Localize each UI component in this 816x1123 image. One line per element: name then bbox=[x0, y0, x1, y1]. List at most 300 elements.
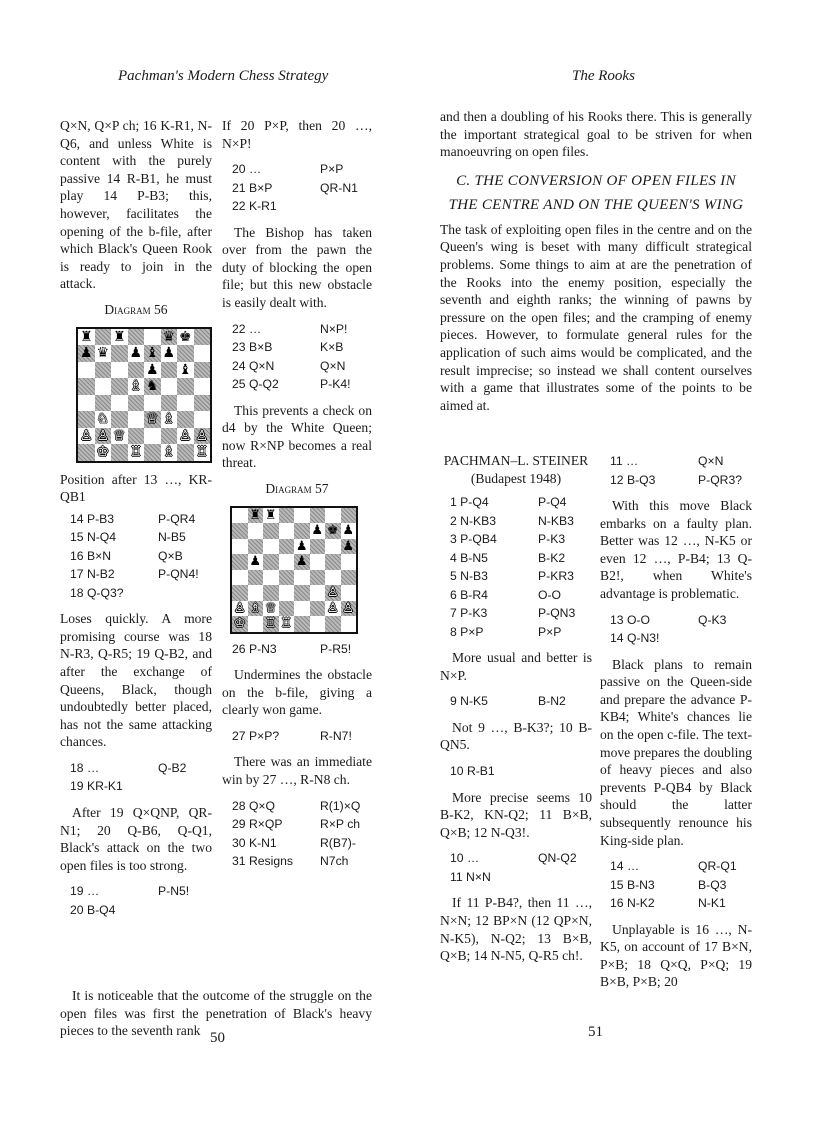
board-square bbox=[111, 411, 128, 428]
board-square bbox=[263, 554, 279, 570]
chess-piece: ♕ bbox=[145, 411, 159, 428]
board-square bbox=[128, 428, 145, 445]
board-square bbox=[78, 428, 95, 445]
board-square bbox=[279, 554, 295, 570]
board-square bbox=[325, 523, 341, 539]
move-list bbox=[60, 510, 212, 603]
board-square bbox=[248, 585, 264, 601]
white-move: 15 N-Q4 bbox=[70, 530, 117, 545]
board-square bbox=[325, 601, 341, 617]
black-move: P-QN3 bbox=[538, 606, 576, 621]
white-move: 25 Q-Q2 bbox=[232, 377, 279, 392]
board-square bbox=[263, 601, 279, 617]
board-square bbox=[161, 329, 178, 346]
board-square bbox=[325, 585, 341, 601]
move-row bbox=[222, 640, 372, 659]
move-row bbox=[600, 629, 752, 648]
board-square bbox=[263, 585, 279, 601]
board-square bbox=[161, 444, 178, 461]
black-move bbox=[320, 197, 372, 216]
move-row bbox=[222, 727, 372, 746]
board-square bbox=[78, 395, 95, 412]
board-square bbox=[161, 428, 178, 445]
board-square bbox=[177, 444, 194, 461]
section-title bbox=[440, 169, 752, 217]
board-square bbox=[279, 570, 295, 586]
paragraph: The Bishop has taken over from the pawn the duty of blocking the open file; but this new obstacle is easily dealt with. bbox=[222, 224, 372, 311]
black-move: P×P bbox=[320, 162, 344, 177]
board-square bbox=[128, 329, 145, 346]
board-square bbox=[341, 539, 357, 555]
right-page bbox=[408, 0, 816, 1123]
board-square bbox=[95, 411, 112, 428]
move-list bbox=[440, 692, 592, 711]
black-move: B-Q3 bbox=[698, 877, 727, 892]
chess-piece: ♘ bbox=[96, 411, 110, 428]
board-square bbox=[279, 616, 295, 632]
board-square bbox=[111, 345, 128, 362]
board-square bbox=[310, 539, 326, 555]
board-square bbox=[310, 601, 326, 617]
board-square bbox=[194, 345, 211, 362]
board-square bbox=[341, 554, 357, 570]
board-square bbox=[161, 345, 178, 362]
board-square bbox=[325, 570, 341, 586]
black-move: P×P bbox=[538, 624, 562, 639]
board-square bbox=[248, 539, 264, 555]
white-move: 19 … bbox=[70, 884, 100, 899]
move-row bbox=[440, 530, 592, 549]
black-move: K×B bbox=[320, 340, 344, 355]
chess-piece: ♚ bbox=[178, 328, 192, 345]
board-square bbox=[263, 616, 279, 632]
chess-piece: ♙ bbox=[195, 427, 209, 444]
game-players: PACHMAN–L. STEINER bbox=[443, 453, 589, 468]
move-row bbox=[222, 320, 372, 339]
move-row bbox=[222, 160, 372, 179]
paragraph: Q×N, Q×P ch; 16 K-R1, N-Q6, and unless White is content with the purely passive 14 R-B1, he must play 14 P-B3; this, however, facilitates the opening of the b-file, after which Black's Queen Rook is ready to join in the attack. bbox=[60, 118, 212, 292]
board-square bbox=[279, 523, 295, 539]
chess-piece: ♗ bbox=[249, 600, 262, 616]
paragraph: This prevents a check on d4 by the White Queen; now R×NP becomes a real threat. bbox=[222, 402, 372, 471]
black-move bbox=[698, 629, 752, 648]
black-move: R-N7! bbox=[320, 728, 352, 743]
chess-piece: ♞ bbox=[145, 378, 159, 395]
chess-diagram-57 bbox=[230, 506, 358, 634]
board-square bbox=[144, 345, 161, 362]
chess-piece: ♝ bbox=[178, 361, 192, 378]
move-row bbox=[60, 759, 212, 778]
board-square bbox=[248, 570, 264, 586]
chess-piece: ♖ bbox=[129, 444, 143, 461]
board-square bbox=[325, 616, 341, 632]
right-col-2 bbox=[600, 452, 752, 999]
paragraph: Not 9 …, B-K3?; 10 B-QN5. bbox=[440, 719, 592, 753]
white-move: 3 P-QB4 bbox=[450, 532, 497, 547]
white-move: 11 … bbox=[610, 454, 639, 468]
board-square bbox=[128, 444, 145, 461]
move-row bbox=[60, 777, 212, 796]
move-list bbox=[222, 320, 372, 394]
paragraph: Loses quickly. A more promising course was 18 N-R3, Q-R5; 19 Q-B2, and after the exchange of Queens, Black, though undoubtedly better placed, has not the same attacking chances. bbox=[60, 611, 212, 750]
board-square bbox=[161, 362, 178, 379]
move-row bbox=[440, 604, 592, 623]
white-move: 13 O-O bbox=[610, 612, 650, 627]
move-row bbox=[440, 586, 592, 605]
black-move: P-N5! bbox=[158, 884, 190, 899]
diagram-57-title: Diagram 57 bbox=[265, 481, 329, 497]
move-row bbox=[600, 471, 752, 490]
board-square bbox=[177, 362, 194, 379]
white-move: 18 Q-Q3? bbox=[70, 585, 124, 600]
move-list bbox=[440, 849, 592, 886]
black-move: N-KB3 bbox=[538, 513, 574, 528]
board-square bbox=[294, 539, 310, 555]
white-move: 23 B×B bbox=[232, 340, 273, 355]
white-move: 14 … bbox=[610, 859, 640, 874]
black-move bbox=[158, 584, 212, 603]
move-row bbox=[440, 493, 592, 512]
board-square bbox=[232, 539, 248, 555]
board-square bbox=[128, 411, 145, 428]
board-square bbox=[263, 523, 279, 539]
white-move: 18 … bbox=[70, 760, 100, 775]
board-square bbox=[310, 585, 326, 601]
board-square bbox=[294, 570, 310, 586]
black-move: Q-K3 bbox=[698, 612, 727, 627]
chess-piece: ♗ bbox=[129, 378, 143, 395]
board-square bbox=[144, 329, 161, 346]
move-list bbox=[600, 857, 752, 913]
move-list bbox=[60, 882, 212, 919]
move-row bbox=[60, 528, 212, 547]
move-row bbox=[600, 857, 752, 876]
section-title-line: C. THE CONVERSION OF OPEN FILES IN bbox=[456, 172, 736, 189]
section-title-line: THE CENTRE AND ON THE QUEEN'S WING bbox=[448, 196, 744, 213]
move-row bbox=[222, 338, 372, 357]
black-move: P-K3 bbox=[538, 532, 566, 547]
chess-piece: ♟ bbox=[311, 523, 324, 539]
move-row bbox=[440, 762, 592, 781]
board-square bbox=[111, 329, 128, 346]
white-move: 11 N×N bbox=[450, 869, 491, 884]
black-move: N-B5 bbox=[158, 530, 186, 545]
board-square bbox=[248, 554, 264, 570]
white-move: 10 … bbox=[450, 851, 480, 866]
board-square bbox=[95, 378, 112, 395]
black-move: N-K1 bbox=[698, 896, 726, 911]
board-square bbox=[111, 378, 128, 395]
white-move: 29 R×QP bbox=[232, 817, 283, 832]
board-square bbox=[310, 616, 326, 632]
black-move: R(B7)-N7ch bbox=[320, 835, 356, 869]
chess-piece: ♗ bbox=[162, 444, 176, 461]
board-square bbox=[194, 362, 211, 379]
black-move bbox=[158, 901, 212, 920]
black-move: B-K2 bbox=[538, 550, 566, 565]
chess-piece: ♟ bbox=[342, 523, 355, 539]
white-move: 22 … bbox=[232, 321, 262, 336]
board-square bbox=[194, 329, 211, 346]
board-square bbox=[111, 428, 128, 445]
board-square bbox=[95, 428, 112, 445]
chess-piece: ♟ bbox=[295, 554, 308, 570]
chess-piece: ♙ bbox=[96, 427, 110, 444]
chess-piece: ♔ bbox=[233, 616, 246, 632]
chess-piece: ♟ bbox=[145, 361, 159, 378]
board-square bbox=[341, 508, 357, 524]
white-move: 16 N-K2 bbox=[610, 896, 655, 911]
board-square bbox=[232, 508, 248, 524]
chess-piece: ♝ bbox=[145, 345, 159, 362]
chess-piece: ♖ bbox=[195, 444, 209, 461]
white-move: 15 B-N3 bbox=[610, 877, 655, 892]
board-square bbox=[294, 508, 310, 524]
board-square bbox=[294, 523, 310, 539]
black-move: QN-Q2 bbox=[538, 851, 577, 866]
chess-piece: ♙ bbox=[326, 585, 339, 601]
board-square bbox=[95, 444, 112, 461]
board-square bbox=[263, 570, 279, 586]
board-square bbox=[341, 523, 357, 539]
right-col-1 bbox=[440, 452, 592, 973]
chess-piece: ♜ bbox=[112, 328, 126, 345]
move-row bbox=[222, 375, 372, 394]
diagram-56-title: Diagram 56 bbox=[104, 301, 168, 317]
board-square bbox=[194, 378, 211, 395]
left-col-2 bbox=[222, 117, 372, 879]
board-square bbox=[341, 570, 357, 586]
white-move: 8 P×P bbox=[450, 624, 484, 639]
board-square bbox=[279, 585, 295, 601]
move-row bbox=[60, 584, 212, 603]
black-move: QR-Q1 bbox=[698, 859, 737, 874]
paragraph: If 11 P-B4?, then 11 …, N×N; 12 BP×N (12 QP×N, N-K5), N-Q2; 13 B×B, Q×B; 14 N-N5, Q-R5 ch!. bbox=[440, 895, 592, 964]
board-square bbox=[177, 395, 194, 412]
paragraph: Black plans to remain passive on the Queen-side and prepare the advance P-KB4; White's chances lie on the open c-file. The text-move prepares the doubling of heavy pieces and also prevents P-QB4 by Black should the latter subsequently renounce his King-side plan. bbox=[600, 656, 752, 848]
white-move: 24 Q×N bbox=[232, 358, 275, 373]
board-square bbox=[128, 395, 145, 412]
board-square bbox=[310, 523, 326, 539]
board-square bbox=[248, 523, 264, 539]
move-row bbox=[222, 357, 372, 376]
white-move: 7 P-K3 bbox=[450, 606, 488, 621]
move-row bbox=[440, 868, 592, 887]
move-row bbox=[440, 623, 592, 642]
black-move: N×P! bbox=[320, 321, 348, 336]
paragraph: and then a doubling of his Rooks there. This is generally the important strategical goal to be striven for when manoeuvring on open files. bbox=[440, 109, 752, 160]
board-square bbox=[248, 616, 264, 632]
chess-piece: ♟ bbox=[162, 345, 176, 362]
board-square bbox=[95, 395, 112, 412]
move-list bbox=[222, 797, 372, 871]
chess-piece: ♟ bbox=[129, 345, 143, 362]
move-list bbox=[222, 727, 372, 746]
running-head-right: The Rooks bbox=[572, 68, 635, 84]
move-list bbox=[440, 493, 592, 641]
black-move: P-Q4 bbox=[538, 495, 567, 510]
paragraph: Unplayable is 16 …, N-K5, on account of 17 B×N, P×B; 18 Q×Q, P×Q; 19 B×B, P×B; 20 bbox=[600, 921, 752, 990]
chess-piece: ♖ bbox=[280, 616, 293, 632]
move-row bbox=[440, 567, 592, 586]
white-move: 6 B-R4 bbox=[450, 587, 488, 602]
move-row bbox=[222, 197, 372, 216]
right-top bbox=[440, 108, 752, 422]
board-square bbox=[177, 428, 194, 445]
black-move: Q×N bbox=[320, 358, 346, 373]
black-move: P-QN4! bbox=[158, 567, 199, 582]
chess-piece: ♟ bbox=[249, 554, 262, 570]
move-row bbox=[600, 611, 752, 630]
black-move bbox=[320, 852, 372, 871]
move-row bbox=[600, 452, 752, 471]
white-move: 17 N-B2 bbox=[70, 567, 115, 582]
board-square bbox=[294, 601, 310, 617]
move-row bbox=[440, 549, 592, 568]
black-move: P-R5! bbox=[320, 641, 352, 656]
board-square bbox=[232, 570, 248, 586]
chess-piece: ♜ bbox=[264, 507, 277, 523]
board-square bbox=[341, 585, 357, 601]
chess-piece: ♙ bbox=[233, 600, 246, 616]
board-square bbox=[177, 329, 194, 346]
move-row bbox=[440, 512, 592, 531]
board-square bbox=[144, 378, 161, 395]
board-square bbox=[194, 411, 211, 428]
board-square bbox=[279, 539, 295, 555]
move-row bbox=[60, 565, 212, 584]
black-move bbox=[158, 777, 212, 796]
black-move: P-QR3? bbox=[698, 472, 743, 487]
chess-piece: ♛ bbox=[162, 328, 176, 345]
paragraph: More usual and better is N×P. bbox=[440, 650, 592, 683]
board-square bbox=[263, 539, 279, 555]
white-move: 1 P-Q4 bbox=[450, 495, 489, 510]
white-move: 30 K-N1 bbox=[232, 835, 277, 850]
board-square bbox=[78, 378, 95, 395]
page-number-left: 50 bbox=[210, 1030, 225, 1046]
left-col-1 bbox=[60, 117, 212, 927]
board-square bbox=[111, 444, 128, 461]
board-square bbox=[263, 508, 279, 524]
board-square bbox=[194, 395, 211, 412]
board-square bbox=[128, 362, 145, 379]
chess-piece: ♟ bbox=[79, 345, 93, 362]
board-square bbox=[341, 601, 357, 617]
white-move: 5 N-B3 bbox=[450, 569, 488, 584]
white-move: 16 B×N bbox=[70, 548, 111, 563]
chess-piece: ♟ bbox=[295, 538, 308, 554]
black-move: O-O bbox=[538, 587, 562, 602]
chess-piece: ♖ bbox=[264, 616, 277, 632]
white-move: 14 Q-N3! bbox=[610, 631, 660, 646]
move-row bbox=[60, 901, 212, 920]
board-square bbox=[144, 444, 161, 461]
move-row bbox=[222, 179, 372, 198]
move-list bbox=[440, 762, 592, 781]
move-row bbox=[60, 547, 212, 566]
white-move: 14 P-B3 bbox=[70, 511, 115, 526]
board-square bbox=[161, 378, 178, 395]
move-row bbox=[222, 815, 372, 834]
chess-piece: ♔ bbox=[96, 444, 110, 461]
board-square bbox=[78, 362, 95, 379]
move-row bbox=[222, 852, 372, 871]
white-move: 20 … bbox=[232, 162, 262, 177]
board-square bbox=[232, 616, 248, 632]
move-list bbox=[222, 640, 372, 659]
board-square bbox=[111, 362, 128, 379]
paragraph: It is noticeable that the outcome of the struggle on the open files was first the penetration of Black's heavy pieces to the seventh rank bbox=[60, 988, 372, 1039]
chess-piece: ♕ bbox=[112, 427, 126, 444]
black-move bbox=[538, 868, 592, 887]
board-square bbox=[294, 585, 310, 601]
board-square bbox=[144, 395, 161, 412]
move-list bbox=[222, 160, 372, 216]
black-move: B-N2 bbox=[538, 694, 566, 709]
move-list bbox=[600, 611, 752, 648]
move-row bbox=[600, 894, 752, 913]
black-move: Q×N bbox=[698, 454, 724, 468]
move-row bbox=[60, 882, 212, 901]
board-square bbox=[95, 362, 112, 379]
black-move: P-KR3 bbox=[538, 569, 574, 584]
board-square bbox=[95, 345, 112, 362]
paragraph: Undermines the obstacle on the b-file, giving a clearly won game. bbox=[222, 667, 372, 718]
chess-piece: ♕ bbox=[264, 600, 277, 616]
board-square bbox=[161, 395, 178, 412]
board-square bbox=[279, 508, 295, 524]
paragraph: If 20 P×P, then 20 …, N×P! bbox=[222, 118, 372, 151]
white-move: 9 N-K5 bbox=[450, 694, 488, 709]
board-square bbox=[325, 554, 341, 570]
board-square bbox=[144, 411, 161, 428]
page-number-right: 51 bbox=[588, 1024, 603, 1040]
board-square bbox=[279, 601, 295, 617]
black-move: Q-B2 bbox=[158, 760, 187, 775]
chess-piece: ♚ bbox=[326, 523, 339, 539]
chess-piece: ♙ bbox=[178, 427, 192, 444]
board-square bbox=[310, 508, 326, 524]
board-square bbox=[310, 570, 326, 586]
board-square bbox=[248, 601, 264, 617]
chess-piece: ♙ bbox=[326, 600, 339, 616]
board-square bbox=[310, 554, 326, 570]
board-square bbox=[177, 411, 194, 428]
board-square bbox=[325, 539, 341, 555]
paragraph: After 19 Q×QNP, QR-N1; 20 Q-B6, Q-Q1, Black's attack on the two open files is too strong. bbox=[60, 804, 212, 873]
black-move: R×P ch bbox=[320, 817, 361, 832]
board-square bbox=[294, 554, 310, 570]
black-move bbox=[538, 762, 592, 781]
white-move: 10 R-B1 bbox=[450, 764, 495, 779]
board-square bbox=[128, 378, 145, 395]
white-move: 22 K-R1 bbox=[232, 199, 277, 214]
game-heading bbox=[440, 452, 592, 487]
board-square bbox=[111, 395, 128, 412]
chess-piece: ♙ bbox=[79, 427, 93, 444]
white-move: 26 P-N3 bbox=[232, 641, 277, 656]
white-move: 21 B×P bbox=[232, 180, 273, 195]
white-move: 31 Resigns bbox=[232, 854, 293, 869]
board-square bbox=[341, 616, 357, 632]
black-move: R(1)×Q bbox=[320, 798, 361, 813]
chess-piece: ♜ bbox=[79, 328, 93, 345]
move-list bbox=[600, 452, 752, 489]
black-move: P-K4! bbox=[320, 377, 351, 392]
paragraph: The task of exploiting open files in the centre and on the Queen's wing is beset with many difficult strategical problems. Some things to aim at are the penetration of the Rooks into the enemy position, especially the seventh and eighth ranks; the winning of pawns by pressure on the open files; and the cramping of enemy pieces. However, to formulate general rules for the application of such aims would be complicated, and the result imprecise; so instead we shall content ourselves with a game that illustrates some of the points to be aimed at. bbox=[440, 221, 752, 413]
board-square bbox=[144, 428, 161, 445]
